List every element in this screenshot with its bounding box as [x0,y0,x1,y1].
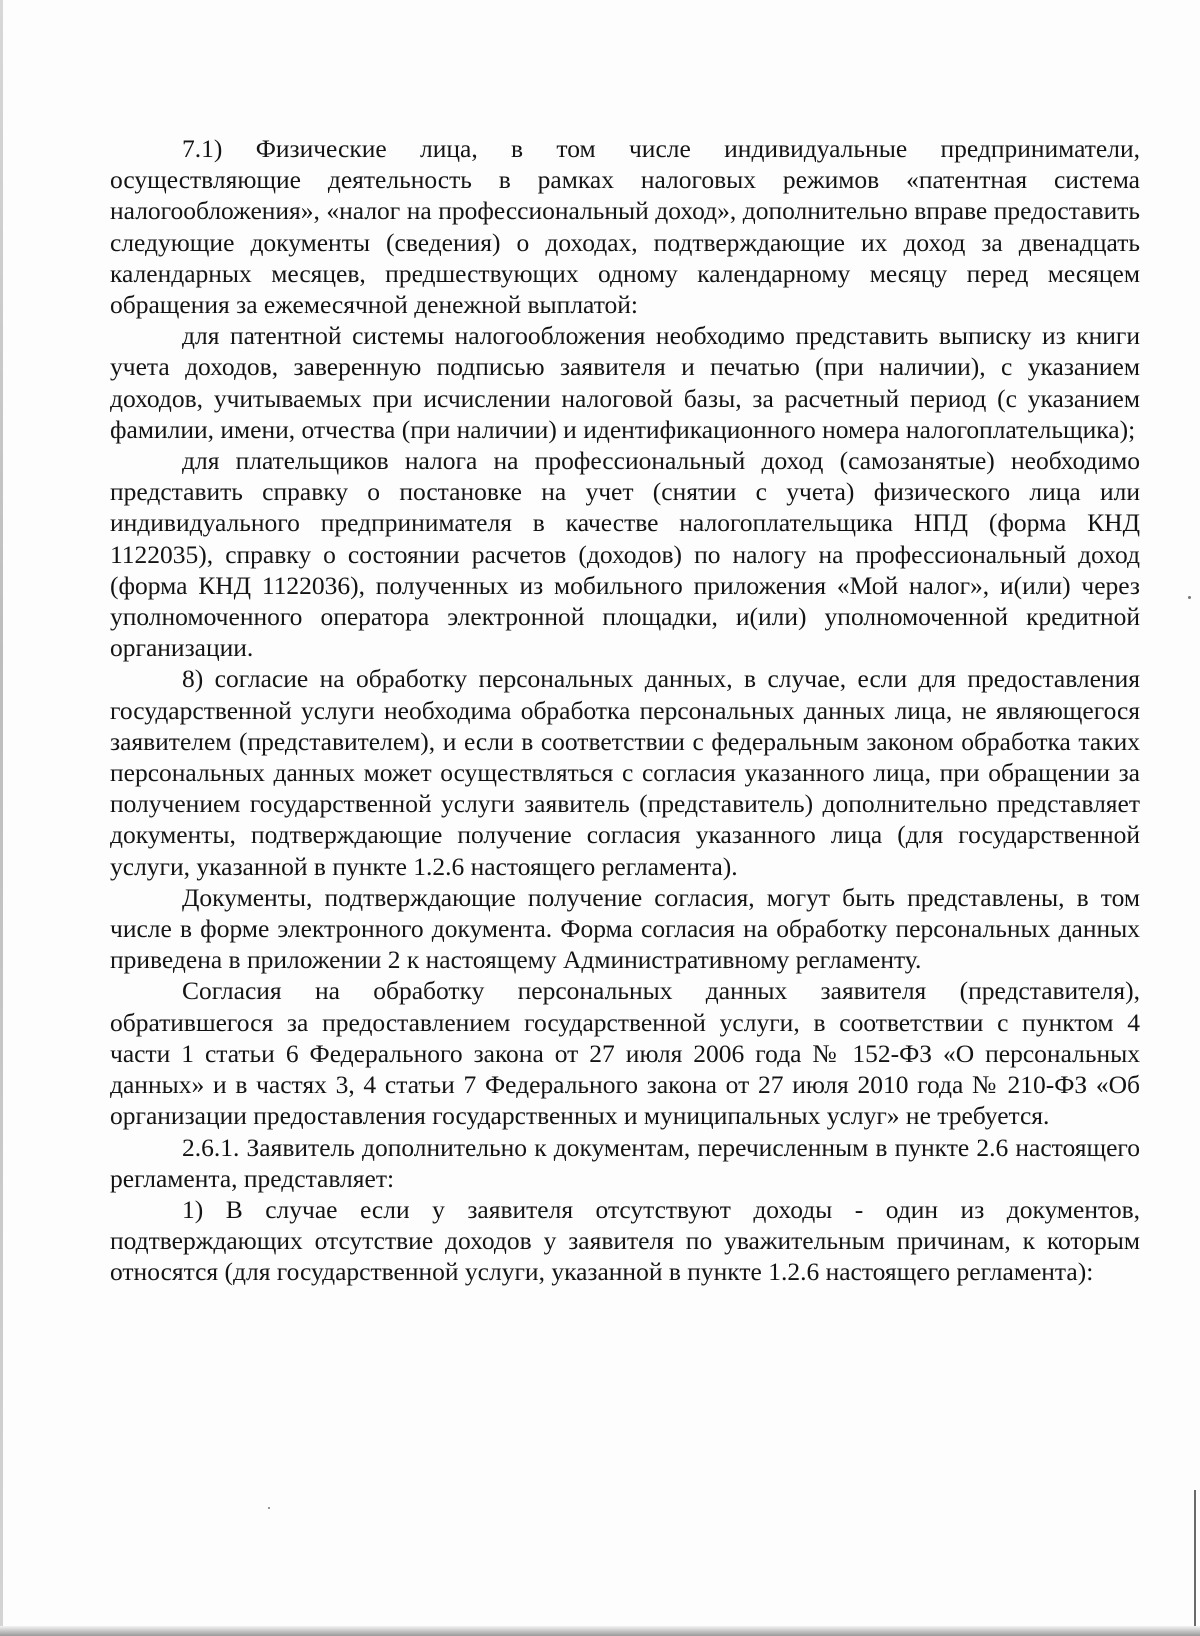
paragraph-8-consent: 8) согласие на обработку персональных данных, в случае, если для предоставления государственной услуги необходима обработка персональных данных лица, не являющегося заявителем (представителем), и если в соответствии с федеральным законом обработка таких персональных данных может осуществляться с согласия указанного лица, при обращении за получением государственной услуги заявитель (представитель) дополнительно представляет документы, подтверждающие получение согласия указанного лица (для государственной услуги, указанной в пункте 1.2.6 настоящего регламента). [110,664,1140,881]
paragraph-consent-not-required: Согласия на обработку персональных данных заявителя (представителя), обратившегося за предоставлением государственной услуги, в соответствии с пунктом 4 части 1 статьи 6 Федерального закона от 27 июля 2006 года № 152-ФЗ «О персональных данных» и в частях 3, 4 статьи 7 Федерального закона от 27 июля 2010 года № 210-ФЗ «Об организации предоставления государственных и муниципальных услуг» не требуется. [110,976,1140,1131]
scan-edge-left [0,0,3,1636]
scan-edge-right [1194,1490,1196,1636]
scan-speck [1188,596,1191,599]
document-body [110,133,1140,1288]
paragraph-no-income: 1) В случае если у заявителя отсутствуют доходы - один из документов, подтверждающих отсутствие доходов у заявителя по уважительным причинам, к которым относятся (для государственной услуги, указанной в пункте 1.2.6 настоящего регламента): [110,1194,1140,1287]
paragraph-2-6-1: 2.6.1. Заявитель дополнительно к документам, перечисленным в пункте 2.6 настоящего регламента, представляет: [110,1132,1140,1193]
scan-edge-bottom [0,1626,1200,1636]
paragraph-7-1: 7.1) Физические лица, в том числе индивидуальные предприниматели, осуществляющие деятельность в рамках налоговых режимов «патентная система налогообложения», «налог на профессиональный доход», дополнительно вправе предоставить следующие документы (сведения) о доходах, подтверждающие их доход за двенадцать календарных месяцев, предшествующих одному календарному месяцу перед месяцем обращения за ежемесячной денежной выплатой: [110,134,1140,320]
paragraph-patent-system: для патентной системы налогообложения необходимо представить выписку из книги учета доходов, заверенную подписью заявителя и печатью (при наличии), с указанием доходов, учитываемых при исчислении налоговой базы, за расчетный период (с указанием фамилии, имени, отчества (при наличии) и идентификационного номера налогоплательщика); [110,321,1140,444]
paragraph-self-employed: для плательщиков налога на профессиональный доход (самозанятые) необходимо представить справку о постановке на учет (снятии с учета) физического лица или индивидуального предпринимателя в качестве налогоплательщика НПД (форма КНД 1122035), справку о состоянии расчетов (доходов) по налогу на профессиональный доход (форма КНД 1122036), полученных из мобильного приложения «Мой налог», и(или) через уполномоченного оператора электронной площадки, и(или) уполномоченной кредитной организации. [110,446,1140,663]
scan-speck [268,1507,270,1509]
paragraph-consent-documents: Документы, подтверждающие получение согласия, могут быть представлены, в том числе в форме электронного документа. Форма согласия на обработку персональных данных приведена в приложении 2 к настоящему Административному регламенту. [110,882,1140,975]
